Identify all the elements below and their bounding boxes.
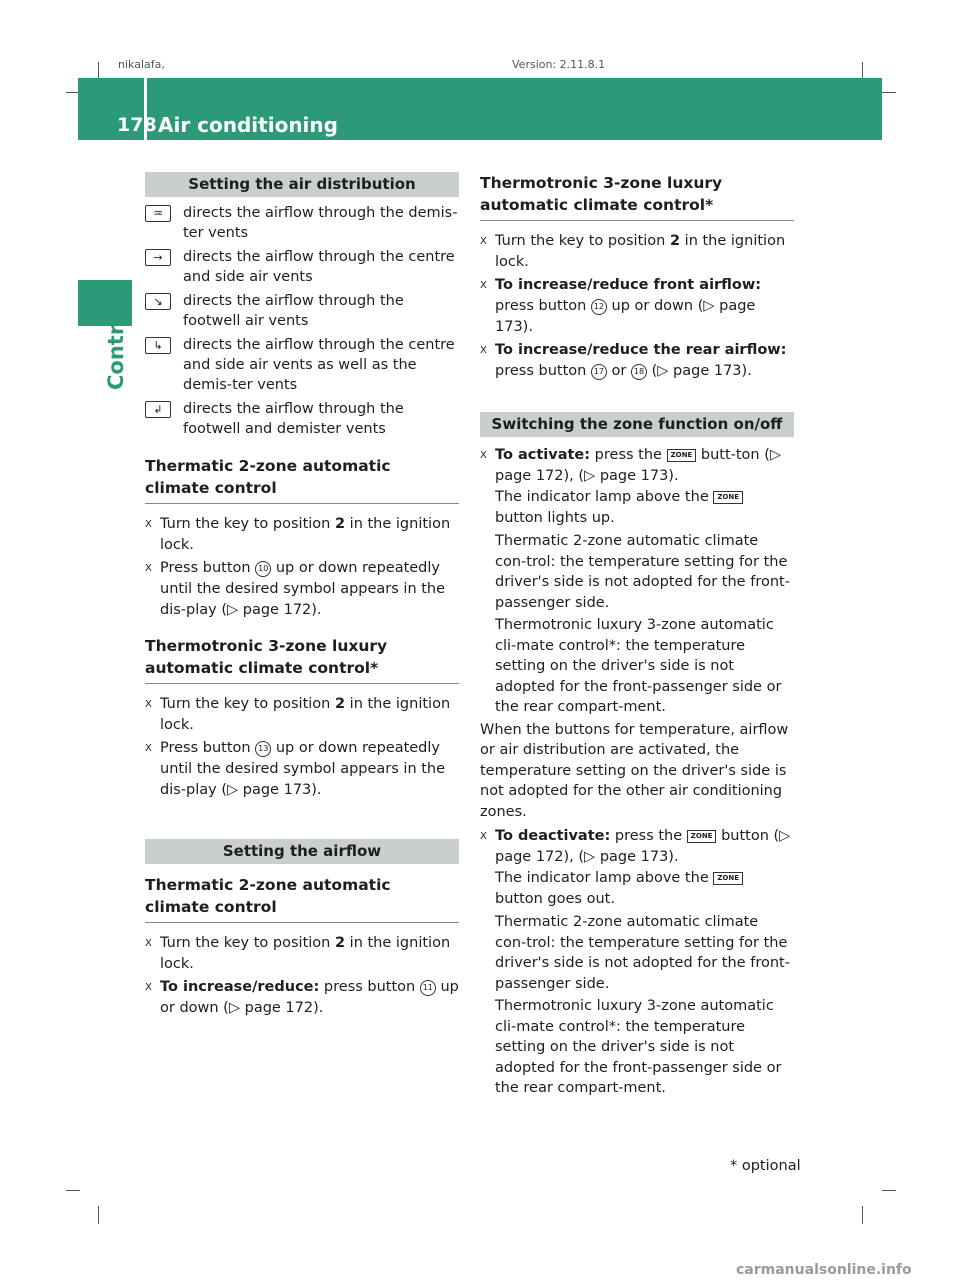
button-number-icon: 13 (255, 741, 271, 757)
subsection-heading: Thermotronic 3-zone luxury automatic climate control* (480, 172, 794, 221)
paragraph: Thermotronic luxury 3-zone automatic cli-mate control*: the temperature setting on the driver's side is not adopted for the front-passenger side or the rear compart-ment. (495, 998, 782, 1096)
print-meta-left: nikalafa, (118, 58, 165, 70)
instruction-step: X To increase/reduce: press button 11 up or down (▷ page 172). (145, 977, 459, 1019)
page-ref-link[interactable]: page 173). (599, 849, 679, 865)
arrow-icon: X (145, 982, 152, 993)
paragraph: When the buttons for temperature, airflow or air distribution are activated, the temperature setting on the driver's side is not adopted for the other air conditioning zones. (480, 721, 789, 820)
arrow-icon: X (480, 450, 487, 461)
item-text: directs the airflow through the demis-ter vents (183, 205, 458, 241)
crop-mark (66, 1190, 80, 1191)
ref-icon: ▷ (227, 602, 239, 618)
ref-icon: ▷ (779, 828, 791, 844)
watermark: carmanualsonline.info (736, 1262, 912, 1278)
page-ref-link[interactable]: page 172). (242, 602, 322, 618)
arrow-icon: X (480, 831, 487, 842)
section-heading: Setting the air distribution (145, 172, 459, 197)
ref-icon: ▷ (227, 782, 239, 798)
paragraph: Thermotronic luxury 3-zone automatic cli-mate control*: the temperature setting on the driver's side is not adopted for the front-passenger side or the rear compart-ment. (495, 617, 782, 715)
demister-vents-icon: ♒ (145, 205, 171, 222)
zone-button-icon: ZONE (713, 491, 743, 504)
arrow-icon: X (145, 743, 152, 754)
page-ref-link[interactable]: page 172), ( (495, 849, 585, 865)
section-heading: Setting the airflow (145, 839, 459, 864)
instruction-step: X Turn the key to position 2 in the ignition lock. (145, 514, 459, 556)
distribution-list (145, 203, 459, 439)
centre-demister-vents-icon: ↳ (145, 337, 171, 354)
left-column (145, 172, 459, 1021)
page-ref-link[interactable]: page 173). (599, 468, 679, 484)
ref-icon: ▷ (657, 363, 669, 379)
button-number-icon: 12 (591, 299, 607, 315)
list-item (145, 335, 459, 395)
arrow-icon: X (145, 938, 152, 949)
instruction-step: X To activate: press the ZONE butt-ton (▷ page 172), (▷ page 173). The indicator lamp above the ZONE button lights up. Thermatic 2-zone automatic climate con-trol: the temperature setting for the driver's side is not adopted for the front-passenger side. Thermotronic luxury 3-zone automatic cli-mate control*: the temperature setting on the driver's side is not adopted for the front-passenger side or the rear compart-ment. (480, 445, 794, 718)
page-ref-link[interactable]: page 173). (242, 782, 322, 798)
arrow-icon: X (145, 699, 152, 710)
instruction-step: X Turn the key to position 2 in the ignition lock. (145, 933, 459, 975)
ref-icon: ▷ (703, 298, 715, 314)
subsection-heading: Thermatic 2-zone automatic climate control (145, 874, 459, 923)
item-text: directs the airflow through the footwell air vents (183, 293, 404, 329)
arrow-icon: X (145, 519, 152, 530)
arrow-icon: X (480, 236, 487, 247)
crop-mark (98, 1206, 99, 1224)
page-ref-link[interactable]: page 173). (495, 298, 756, 335)
list-item (145, 247, 459, 287)
paragraph: Thermatic 2-zone automatic climate con-trol: the temperature setting for the driver's side is not adopted for the front-passenger side. (495, 533, 790, 611)
button-number-icon: 18 (631, 364, 647, 380)
subsection-heading: Thermotronic 3-zone luxury automatic climate control* (145, 635, 459, 684)
paragraph: Thermatic 2-zone automatic climate con-trol: the temperature setting for the driver's side is not adopted for the front-passenger side. (495, 914, 790, 992)
footwell-demister-vents-icon: ↲ (145, 401, 171, 418)
ref-icon: ▷ (769, 447, 782, 463)
instruction-step: X To increase/reduce the rear airflow: press button 17 or 18 (▷ page 173). (480, 340, 794, 382)
item-text: directs the airflow through the footwell and demister vents (183, 401, 404, 437)
zone-button-icon: ZONE (667, 449, 697, 462)
crop-mark (882, 92, 896, 93)
button-number-icon: 10 (255, 561, 271, 577)
instruction-step: X Turn the key to position 2 in the ignition lock. (480, 231, 794, 273)
button-number-icon: 11 (420, 980, 436, 996)
item-text: directs the airflow through the centre and side air vents (183, 249, 455, 285)
centre-vents-icon: → (145, 249, 171, 266)
arrow-icon: X (480, 345, 487, 356)
subsection-heading: Thermatic 2-zone automatic climate control (145, 455, 459, 504)
page-ref-link[interactable]: page 173). (673, 363, 752, 379)
page-ref-link[interactable]: page 172). (244, 1000, 324, 1016)
list-item (145, 291, 459, 331)
instruction-step: X Turn the key to position 2 in the ignition lock. (145, 694, 459, 736)
section-heading: Switching the zone function on/off (480, 412, 794, 437)
crop-mark (882, 1190, 896, 1191)
ref-icon: ▷ (228, 1000, 240, 1016)
footnote: * optional (730, 1158, 801, 1174)
footwell-vents-icon: ↘ (145, 293, 171, 310)
item-text: directs the airflow through the centre and side air vents as well as the demis-ter vents (183, 337, 455, 393)
right-column (480, 172, 794, 1101)
button-number-icon: 17 (591, 364, 607, 380)
list-item (145, 399, 459, 439)
page-number: 178 (117, 114, 157, 136)
zone-button-icon: ZONE (713, 872, 743, 885)
ref-icon: ▷ (584, 849, 596, 865)
instruction-step: X Press button 13 up or down repeatedly until the desired symbol appears in the dis-play (▷ page 173). (145, 738, 459, 801)
instruction-step: X To deactivate: press the ZONE button (▷ page 172), (▷ page 173). The indicator lamp above the ZONE button goes out. Thermatic 2-zone automatic climate con-trol: the temperature setting for the driver's side is not adopted for the front-passenger side. Thermotronic luxury 3-zone automatic cli-mate control*: the temperature setting on the driver's side is not adopted for the front-passenger side or the rear compart-ment. (480, 826, 794, 1099)
side-tab-label: Controls (104, 290, 128, 390)
print-meta-right: Version: 2.11.8.1 (512, 58, 606, 70)
instruction-step: X To increase/reduce front airflow: press button 12 up or down (▷ page 173). (480, 275, 794, 338)
page-title: Air conditioning (158, 113, 338, 137)
zone-button-icon: ZONE (687, 830, 717, 843)
ref-icon: ▷ (584, 468, 596, 484)
list-item (145, 203, 459, 243)
arrow-icon: X (480, 280, 487, 291)
instruction-step: X Press button 10 up or down repeatedly until the desired symbol appears in the dis-play (▷ page 172). (145, 558, 459, 621)
page-ref-link[interactable]: page 172), ( (495, 468, 585, 484)
arrow-icon: X (145, 563, 152, 574)
crop-mark (862, 1206, 863, 1224)
